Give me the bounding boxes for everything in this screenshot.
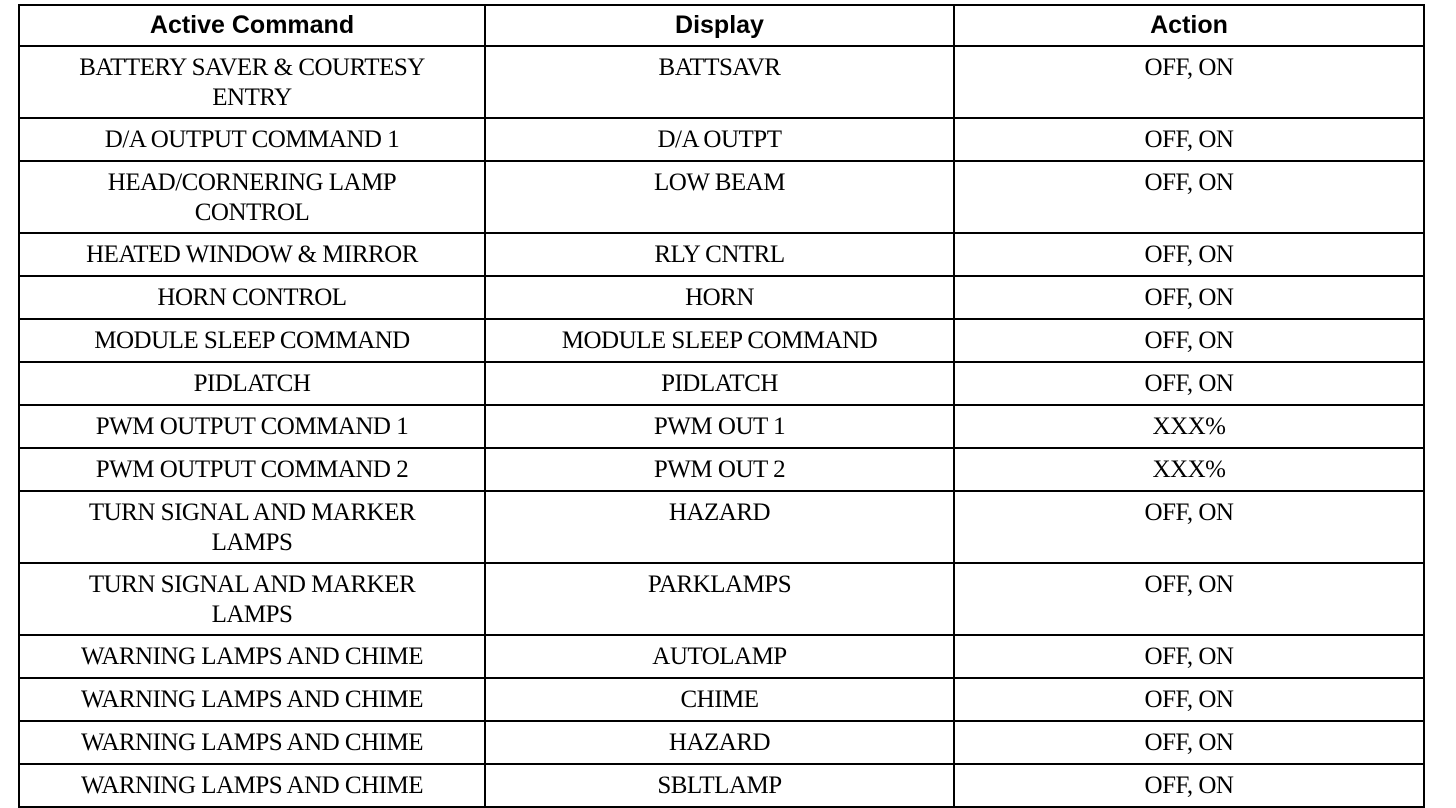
active-command-cell-text: WARNING LAMPS AND CHIME xyxy=(81,686,423,713)
display-cell xyxy=(485,563,954,635)
action-cell xyxy=(954,448,1424,491)
action-cell-text: OFF, ON xyxy=(1144,772,1234,799)
action-cell-text: OFF, ON xyxy=(1144,571,1234,598)
display-cell xyxy=(485,635,954,678)
action-cell xyxy=(954,233,1424,276)
display-cell xyxy=(485,319,954,362)
table-row xyxy=(19,233,1424,276)
action-cell-text: OFF, ON xyxy=(1144,499,1234,526)
action-cell-text: OFF, ON xyxy=(1144,370,1234,397)
display-cell-text: D/A OUTPT xyxy=(657,126,782,153)
action-cell-text: OFF, ON xyxy=(1144,643,1234,670)
display-cell-text: PIDLATCH xyxy=(661,370,778,397)
table-row xyxy=(19,678,1424,721)
active-command-cell-text: HEATED WINDOW & MIRROR xyxy=(86,241,418,268)
action-cell-text: OFF, ON xyxy=(1144,54,1234,81)
active-command-cell xyxy=(19,448,485,491)
table-row xyxy=(19,764,1424,807)
display-cell xyxy=(485,448,954,491)
display-cell-text: SBLTLAMP xyxy=(657,772,782,799)
active-command-cell xyxy=(19,276,485,319)
table-row xyxy=(19,721,1424,764)
active-command-cell xyxy=(19,233,485,276)
active-command-cell xyxy=(19,563,485,635)
display-cell-text: PARKLAMPS xyxy=(647,571,792,598)
action-cell xyxy=(954,635,1424,678)
display-cell xyxy=(485,764,954,807)
active-command-cell-text: MODULE SLEEP COMMAND xyxy=(94,327,410,354)
action-cell-text: OFF, ON xyxy=(1144,686,1234,713)
table-row xyxy=(19,161,1424,233)
active-command-table xyxy=(18,4,1425,808)
action-cell xyxy=(954,362,1424,405)
table-row xyxy=(19,491,1424,563)
active-command-cell-text: BATTERY SAVER & COURTESY ENTRY xyxy=(79,54,425,111)
action-cell xyxy=(954,563,1424,635)
active-command-cell-text: D/A OUTPUT COMMAND 1 xyxy=(104,126,400,153)
display-cell-text: HORN xyxy=(685,284,754,311)
display-cell-text: AUTOLAMP xyxy=(652,643,787,670)
active-command-cell-text: PWM OUTPUT COMMAND 1 xyxy=(95,413,409,440)
action-cell xyxy=(954,118,1424,161)
column-header-display: Display xyxy=(485,5,954,46)
active-command-cell xyxy=(19,635,485,678)
active-command-cell xyxy=(19,678,485,721)
display-cell xyxy=(485,276,954,319)
table-row xyxy=(19,362,1424,405)
active-command-cell-text: PWM OUTPUT COMMAND 2 xyxy=(95,456,409,483)
table-row xyxy=(19,118,1424,161)
display-cell-text: PWM OUT 2 xyxy=(653,456,786,483)
action-cell xyxy=(954,491,1424,563)
active-command-cell-text: WARNING LAMPS AND CHIME xyxy=(81,772,423,799)
active-command-cell xyxy=(19,161,485,233)
action-cell xyxy=(954,319,1424,362)
active-command-cell-text: HORN CONTROL xyxy=(157,284,347,311)
table-row xyxy=(19,448,1424,491)
active-command-cell xyxy=(19,319,485,362)
action-cell-text: OFF, ON xyxy=(1144,241,1234,268)
action-cell xyxy=(954,46,1424,118)
display-cell-text: HAZARD xyxy=(668,729,771,756)
display-cell-text: LOW BEAM xyxy=(654,169,785,196)
active-command-cell xyxy=(19,118,485,161)
column-header-action: Action xyxy=(954,5,1424,46)
action-cell-text: OFF, ON xyxy=(1144,327,1234,354)
active-command-cell xyxy=(19,46,485,118)
table-row xyxy=(19,319,1424,362)
table-row xyxy=(19,276,1424,319)
action-cell xyxy=(954,405,1424,448)
table-row xyxy=(19,405,1424,448)
display-cell-text: MODULE SLEEP COMMAND xyxy=(561,327,878,354)
display-cell xyxy=(485,721,954,764)
action-cell xyxy=(954,276,1424,319)
table-row xyxy=(19,46,1424,118)
display-cell xyxy=(485,233,954,276)
active-command-cell-text: PIDLATCH xyxy=(193,370,311,397)
display-cell-text: RLY CNTRL xyxy=(654,241,785,268)
active-command-cell xyxy=(19,405,485,448)
active-command-cell-text: TURN SIGNAL AND MARKER LAMPS xyxy=(88,571,416,628)
display-cell-text: HAZARD xyxy=(668,499,771,526)
display-cell xyxy=(485,161,954,233)
display-cell-text: PWM OUT 1 xyxy=(653,413,786,440)
active-command-cell xyxy=(19,362,485,405)
active-command-cell-text: TURN SIGNAL AND MARKER LAMPS xyxy=(88,499,416,556)
action-cell-text: OFF, ON xyxy=(1144,284,1234,311)
column-header-active-command: Active Command xyxy=(19,5,485,46)
active-command-cell xyxy=(19,721,485,764)
display-cell xyxy=(485,678,954,721)
display-cell xyxy=(485,362,954,405)
active-command-cell-text: HEAD/CORNERING LAMP CONTROL xyxy=(107,169,397,226)
table-row xyxy=(19,635,1424,678)
action-cell xyxy=(954,764,1424,807)
action-cell-text: OFF, ON xyxy=(1144,169,1234,196)
action-cell xyxy=(954,678,1424,721)
display-cell xyxy=(485,491,954,563)
table-row xyxy=(19,563,1424,635)
active-command-cell xyxy=(19,764,485,807)
table-body xyxy=(19,46,1424,807)
action-cell-text: XXX% xyxy=(1152,456,1226,483)
active-command-cell xyxy=(19,491,485,563)
header-row xyxy=(19,5,1424,46)
display-cell-text: BATTSAVR xyxy=(658,54,781,81)
action-cell-text: OFF, ON xyxy=(1144,729,1234,756)
active-command-cell-text: WARNING LAMPS AND CHIME xyxy=(81,643,423,670)
active-command-cell-text: WARNING LAMPS AND CHIME xyxy=(81,729,423,756)
action-cell xyxy=(954,721,1424,764)
display-cell xyxy=(485,118,954,161)
display-cell-text: CHIME xyxy=(680,686,759,713)
display-cell xyxy=(485,405,954,448)
action-cell-text: OFF, ON xyxy=(1144,126,1234,153)
action-cell xyxy=(954,161,1424,233)
display-cell xyxy=(485,46,954,118)
action-cell-text: XXX% xyxy=(1152,413,1226,440)
